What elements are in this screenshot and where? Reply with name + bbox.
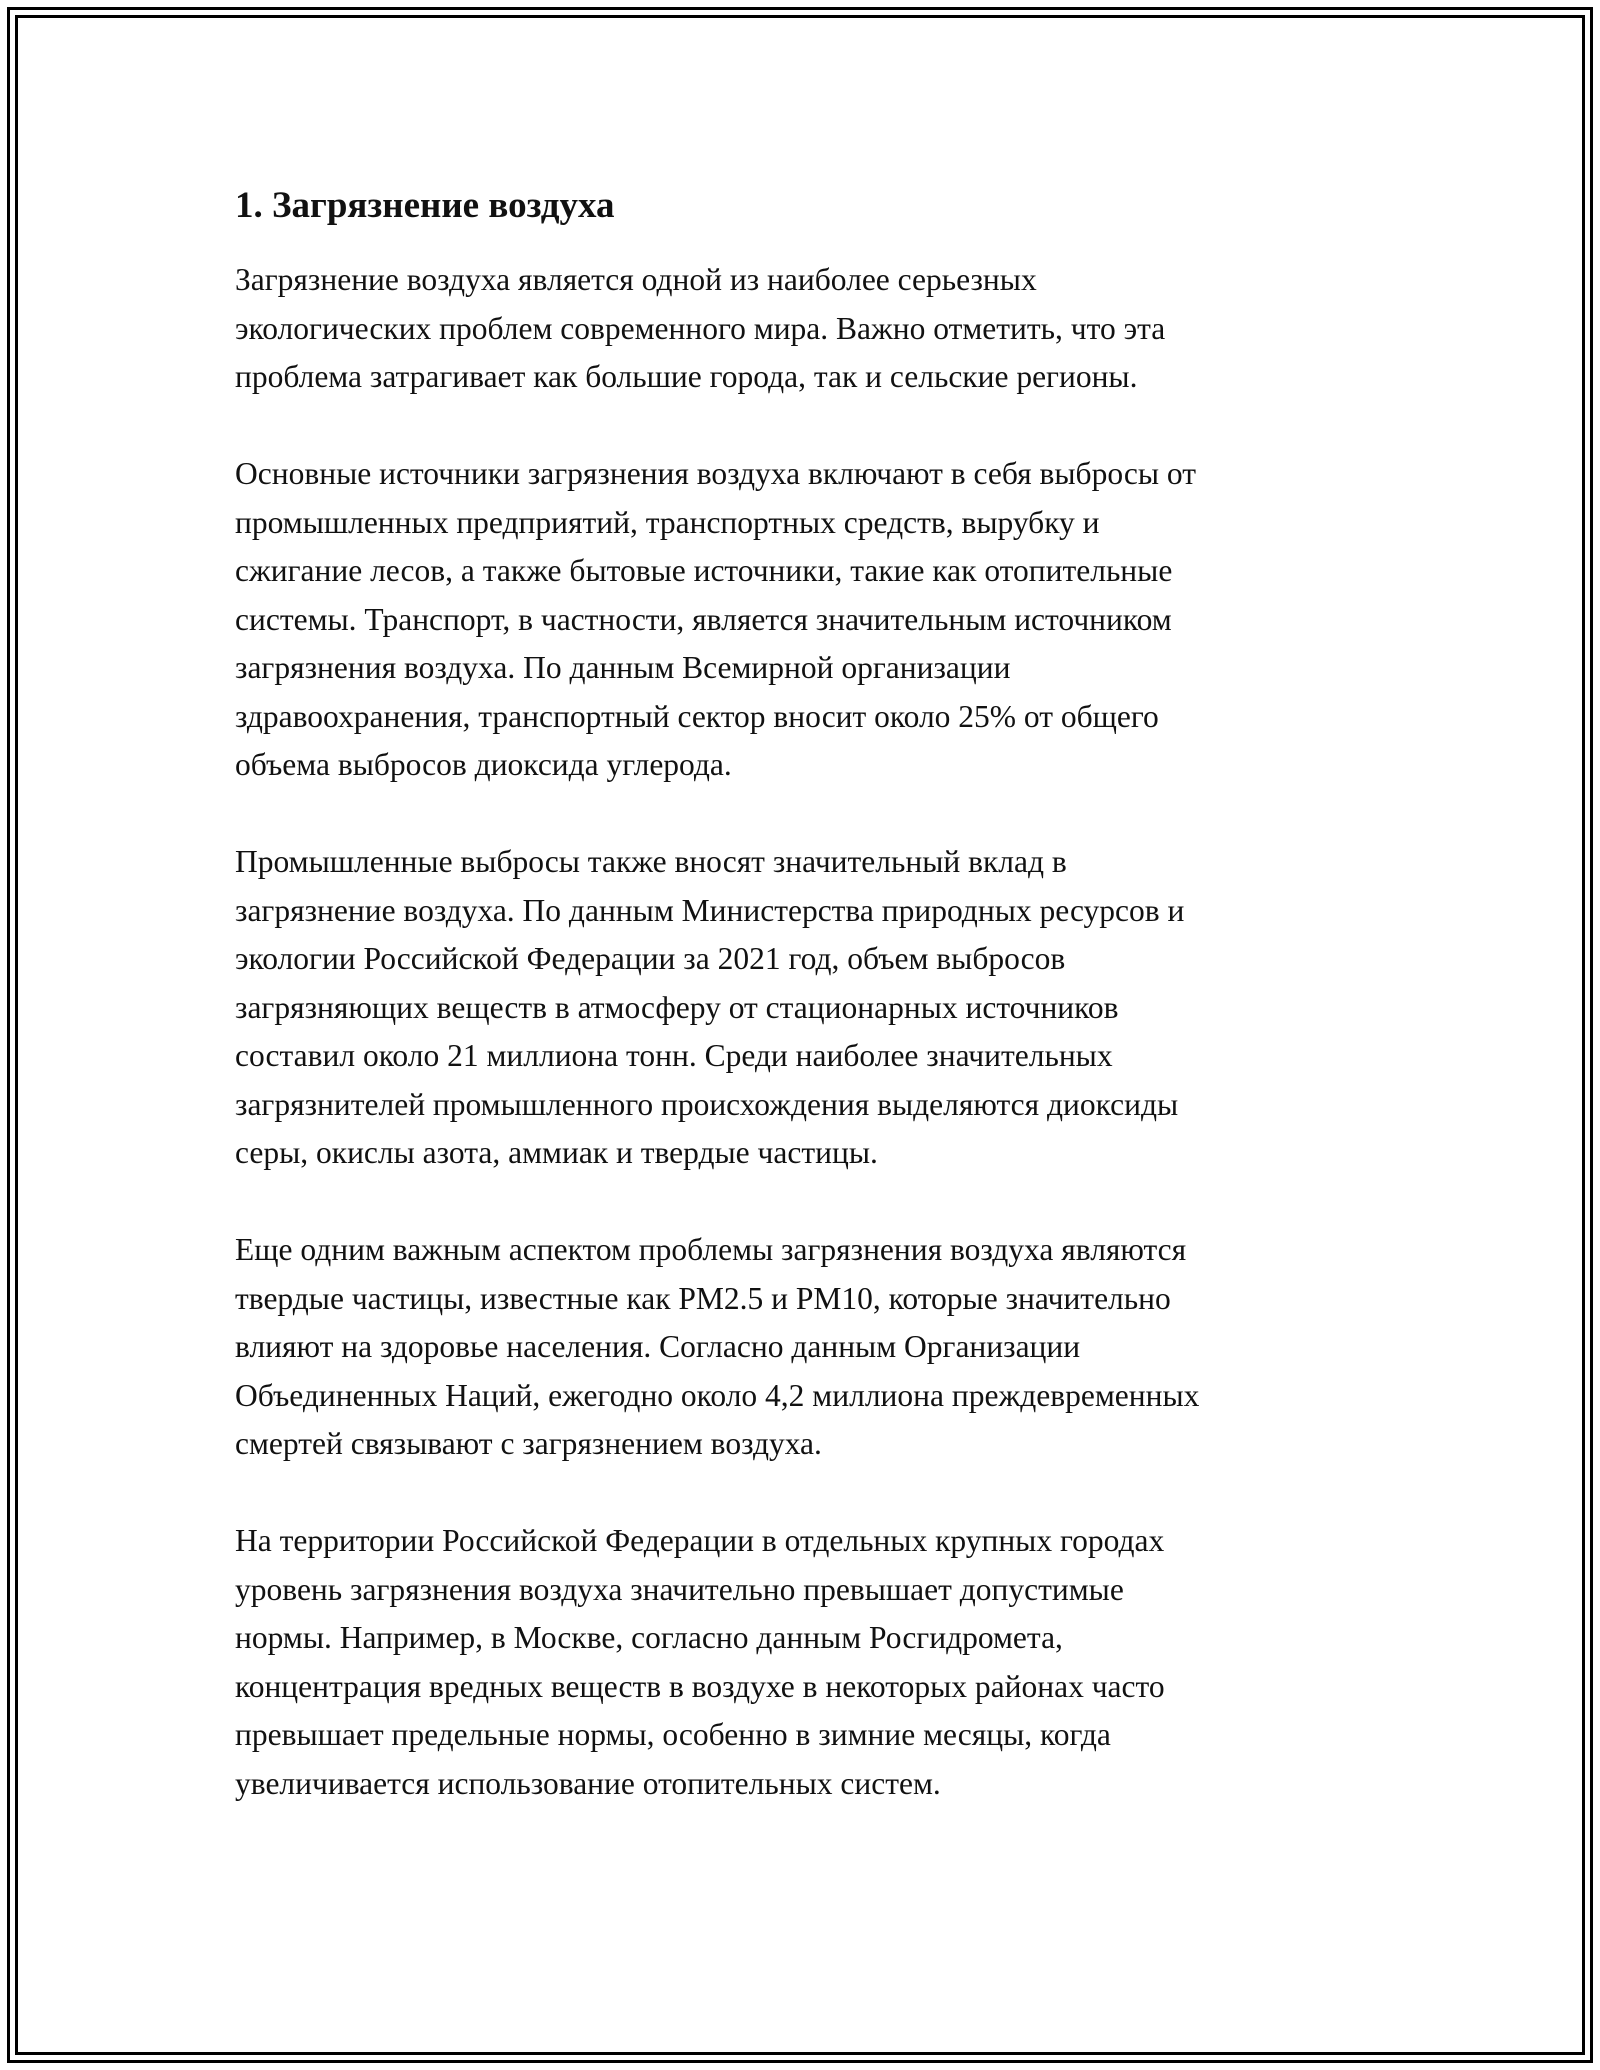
document-body	[235, 182, 1375, 1808]
paragraph-line: промышленных предприятий, транспортных средств, вырубку и	[235, 504, 1100, 540]
paragraph-line: Загрязнение воздуха является одной из наиболее серьезных	[235, 262, 1037, 297]
paragraph-line: Основные источники загрязнения воздуха включают в себя выбросы от	[235, 456, 1196, 491]
paragraph-line: экологических проблем современного мира. Важно отметить, что эта	[235, 310, 1166, 346]
paragraph-line: проблема затрагивает как большие города, так и сельские регионы.	[235, 359, 1138, 394]
paragraph-line: объема выбросов диоксида углерода.	[235, 747, 732, 782]
paragraph-line: загрязнения воздуха. По данным Всемирной организации	[235, 650, 1011, 685]
paragraph-line: Еще одним важным аспектом проблемы загрязнения воздуха являются	[235, 1232, 1187, 1267]
section-heading: 1. Загрязнение воздуха	[235, 185, 615, 226]
paragraph-line: превышает предельные нормы, особенно в зимние месяцы, когда	[235, 1717, 1111, 1752]
paragraph-line: смертей связывают с загрязнением воздуха.	[235, 1426, 822, 1461]
paragraph-line: серы, окислы азота, аммиак и твердые частицы.	[235, 1135, 878, 1170]
paragraph-1	[235, 256, 1375, 402]
paragraph-line: загрязнителей промышленного происхождения выделяются диоксиды	[235, 1086, 1179, 1122]
paragraph-line: На территории Российской Федерации в отдельных крупных городах	[235, 1523, 1165, 1558]
paragraph-3	[235, 838, 1375, 1178]
paragraph-line: экологии Российской Федерации за 2021 год, объем выбросов	[235, 941, 1066, 976]
paragraph-line: здравоохранения, транспортный сектор вносит около 25% от общего	[235, 698, 1159, 734]
paragraph-line: загрязнение воздуха. По данным Министерства природных ресурсов и	[235, 892, 1185, 928]
paragraph-line: составил около 21 миллиона тонн. Среди наиболее значительных	[235, 1038, 1113, 1073]
paragraph-4	[235, 1226, 1375, 1469]
paragraph-line: влияют на здоровье населения. Согласно данным Организации	[235, 1329, 1081, 1364]
paragraph-line: нормы. Например, в Москве, согласно данным Росгидромета,	[235, 1620, 1063, 1655]
paragraph-line: сжигание лесов, а также бытовые источники, такие как отопительные	[235, 553, 1173, 588]
paragraph-line: уровень загрязнения воздуха значительно превышает допустимые	[235, 1571, 1124, 1607]
paragraph-5	[235, 1517, 1375, 1808]
paragraph-line: Промышленные выбросы также вносят значительный вклад в	[235, 844, 1067, 879]
paragraph-line: Объединенных Наций, ежегодно около 4,2 миллиона преждевременных	[235, 1377, 1200, 1413]
paragraph-line: системы. Транспорт, в частности, является значительным источником	[235, 601, 1172, 637]
paragraph-2	[235, 450, 1375, 790]
paragraph-line: твердые частицы, известные как PM2.5 и PM10, которые значительно	[235, 1280, 1171, 1316]
paragraph-line: увеличивается использование отопительных систем.	[235, 1765, 941, 1801]
paragraph-line: загрязняющих веществ в атмосферу от стационарных источников	[235, 989, 1119, 1025]
paragraph-line: концентрация вредных веществ в воздухе в некоторых районах часто	[235, 1668, 1165, 1704]
